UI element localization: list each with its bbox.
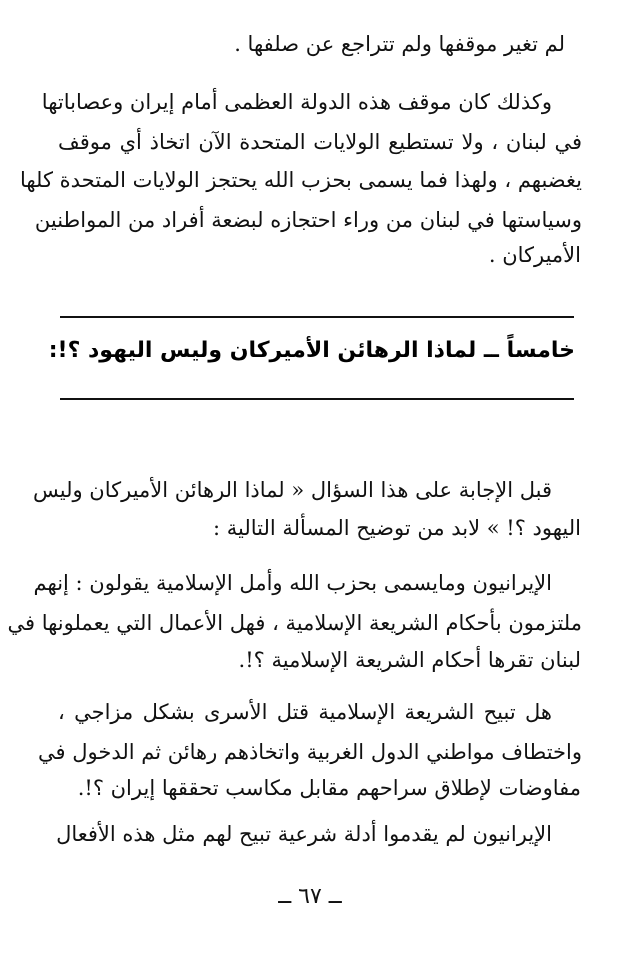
- section-bottom-rule: [60, 398, 574, 400]
- paragraph-5-line-2: واختطاف مواطني الدول الغربية واتخاذهم رهائن ثم الدخول في: [38, 740, 582, 764]
- paragraph-2-line-2: في لبنان ، ولا تستطيع الولايات المتحدة الآن اتخاذ أي موقف: [58, 130, 582, 154]
- paragraph-3-line-2: اليهود ؟! » لابد من توضيح المسألة التالية :: [213, 516, 581, 540]
- paragraph-3-line-1: قبل الإجابة على هذا السؤال « لماذا الرهائن الأميركان وليس: [32, 478, 552, 502]
- paragraph-6-line-1: الإيرانيون لم يقدموا أدلة شرعية تبيح لهم مثل هذه الأفعال: [56, 822, 552, 846]
- paragraph-2-line-4: وسياستها في لبنان من وراء احتجازه لبضعة أفراد من المواطنين: [34, 208, 582, 232]
- paragraph-2-line-5: الأميركان .: [488, 243, 581, 267]
- paragraph-4-line-3: لبنان تقرها أحكام الشريعة الإسلامية ؟!.: [238, 648, 581, 672]
- section-heading: خامساً ــ لماذا الرهائن الأميركان وليس اليهود ؟!:: [48, 338, 575, 363]
- paragraph-5-line-1: هل تبيح الشريعة الإسلامية قتل الأسرى بشكل مزاجي ،: [58, 700, 552, 724]
- paragraph-2-line-3: يغضبهم ، ولهذا فما يسمى بحزب الله يحتجز الولايات المتحدة كلها: [19, 168, 582, 192]
- section-top-rule: [60, 316, 574, 318]
- paragraph-5-line-3: مفاوضات لإطلاق سراحهم مقابل مكاسب تحققها إيران ؟!.: [77, 776, 581, 800]
- paragraph-2-line-1: وكذلك كان موقف هذه الدولة العظمى أمام إيران وعصاباتها: [41, 90, 552, 114]
- paragraph-4-line-1: الإيرانيون ومايسمى بحزب الله وأمل الإسلامية يقولون : إنهم: [33, 571, 552, 595]
- paragraph-4-line-2: ملتزمون بأحكام الشريعة الإسلامية ، فهل الأعمال التي يعملونها في: [7, 611, 582, 635]
- paragraph-1-line-1: لم تغير موقفها ولم تتراجع عن صلفها .: [234, 32, 565, 56]
- page-number: ــ ٦٧ ــ: [278, 884, 342, 909]
